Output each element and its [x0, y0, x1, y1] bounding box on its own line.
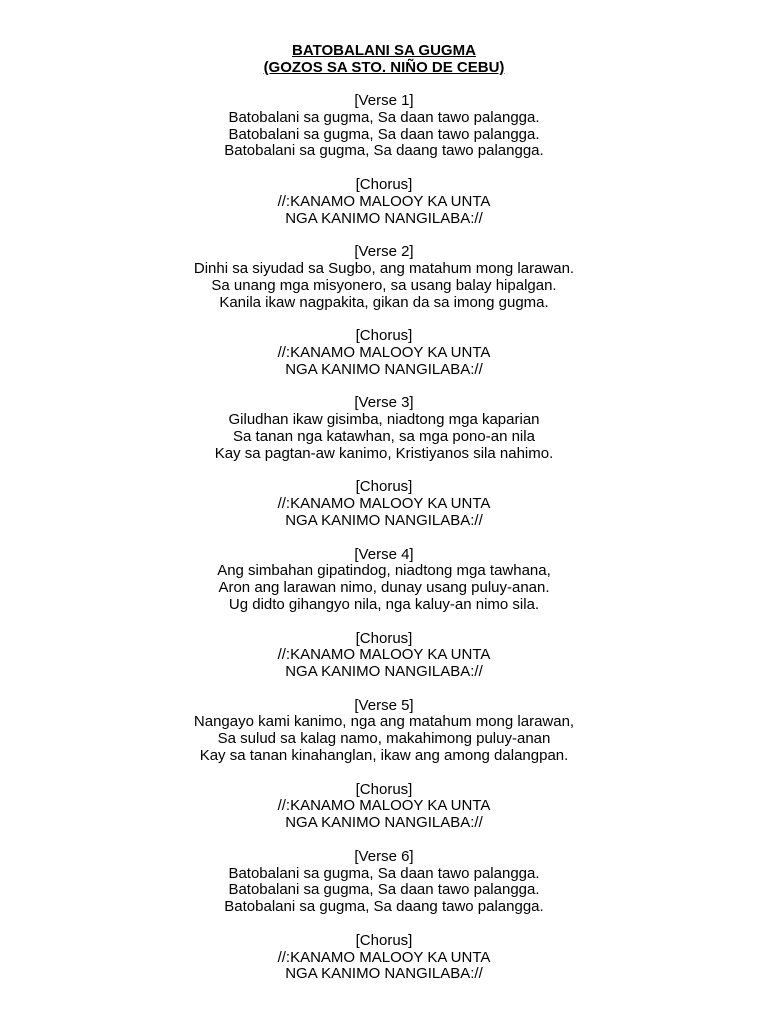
- lyrics-section: [0, 93, 768, 160]
- lyrics-section: [0, 395, 768, 462]
- lyric-line: //:KANAMO MALOOY KA UNTA: [277, 646, 491, 664]
- lyric-line: Batobalani sa gugma, Sa daang tawo palangga.: [224, 898, 544, 916]
- lyric-line: //:KANAMO MALOOY KA UNTA: [277, 192, 491, 210]
- lyric-line: Kay sa tanan kinahanglan, ikaw ang among dalangpan.: [199, 747, 569, 765]
- lyric-line: Kay sa pagtan-aw kanimo, Kristiyanos sila nahimo.: [214, 444, 554, 462]
- section-heading: [Chorus]: [355, 629, 413, 647]
- lyric-line: //:KANAMO MALOOY KA UNTA: [277, 495, 491, 513]
- lyric-line: Sa sulud sa kalag namo, makahimong puluy-anan: [217, 730, 551, 748]
- lyrics-section: [0, 631, 768, 681]
- lyric-line: Batobalani sa gugma, Sa daan tawo palangga.: [228, 881, 540, 899]
- lyric-line: Sa unang mga misyonero, sa usang balay hipalgan.: [211, 276, 557, 294]
- lyric-line: //:KANAMO MALOOY KA UNTA: [277, 948, 491, 966]
- lyric-line: NGA KANIMO NANGILABA://: [285, 663, 483, 681]
- lyrics-section: [0, 244, 768, 311]
- lyrics-section: [0, 849, 768, 916]
- lyric-line: //:KANAMO MALOOY KA UNTA: [277, 797, 491, 815]
- lyric-line: NGA KANIMO NANGILABA://: [285, 511, 483, 529]
- lyrics-section: [0, 782, 768, 832]
- lyric-line: Batobalani sa gugma, Sa daan tawo palangga.: [228, 108, 540, 126]
- lyrics-section: [0, 547, 768, 614]
- lyric-line: NGA KANIMO NANGILABA://: [285, 814, 483, 832]
- lyric-line: Aron ang larawan nimo, dunay usang puluy-anan.: [218, 579, 550, 597]
- title-line: BATOBALANI SA GUGMA: [292, 42, 476, 59]
- document-title: [0, 42, 768, 76]
- lyrics-section: [0, 933, 768, 983]
- section-heading: [Verse 3]: [354, 394, 414, 412]
- lyric-line: Ug didto gihangyo nila, nga kaluy-an nimo sila.: [228, 595, 540, 613]
- section-heading: [Chorus]: [355, 175, 413, 193]
- lyric-line: Sa tanan nga katawhan, sa mga pono-an nila: [233, 427, 535, 445]
- lyric-line: NGA KANIMO NANGILABA://: [285, 209, 483, 227]
- lyrics-section: [0, 177, 768, 227]
- subtitle-line: (GOZOS SA STO. NIÑO DE CEBU): [263, 59, 505, 76]
- section-heading: [Verse 4]: [354, 545, 414, 563]
- lyrics-section: [0, 479, 768, 529]
- lyrics-body: [0, 93, 768, 1000]
- lyric-line: Giludhan ikaw gisimba, niadtong mga kaparian: [228, 411, 540, 429]
- lyric-line: NGA KANIMO NANGILABA://: [285, 360, 483, 378]
- section-heading: [Verse 2]: [354, 243, 414, 261]
- lyric-line: //:KANAMO MALOOY KA UNTA: [277, 343, 491, 361]
- section-heading: [Verse 1]: [354, 92, 414, 109]
- lyric-line: NGA KANIMO NANGILABA://: [285, 965, 483, 983]
- lyric-line: Batobalani sa gugma, Sa daan tawo palangga.: [228, 125, 540, 143]
- lyric-line: Batobalani sa gugma, Sa daang tawo palangga.: [224, 142, 544, 160]
- section-heading: [Chorus]: [355, 780, 413, 798]
- section-heading: [Chorus]: [355, 327, 413, 345]
- section-heading: [Verse 5]: [354, 696, 414, 714]
- lyrics-section: [0, 698, 768, 765]
- section-heading: [Verse 6]: [354, 847, 414, 865]
- lyric-line: Dinhi sa siyudad sa Sugbo, ang matahum mong larawan.: [193, 259, 575, 277]
- lyric-line: Kanila ikaw nagpakita, gikan da sa imong gugma.: [219, 293, 549, 311]
- lyric-line: Nangayo kami kanimo, nga ang matahum mong larawan,: [193, 713, 575, 731]
- lyrics-section: [0, 328, 768, 378]
- section-heading: [Chorus]: [355, 931, 413, 949]
- lyric-line: Ang simbahan gipatindog, niadtong mga tawhana,: [217, 562, 551, 580]
- section-heading: [Chorus]: [355, 478, 413, 496]
- lyric-line: Batobalani sa gugma, Sa daan tawo palangga.: [228, 864, 540, 882]
